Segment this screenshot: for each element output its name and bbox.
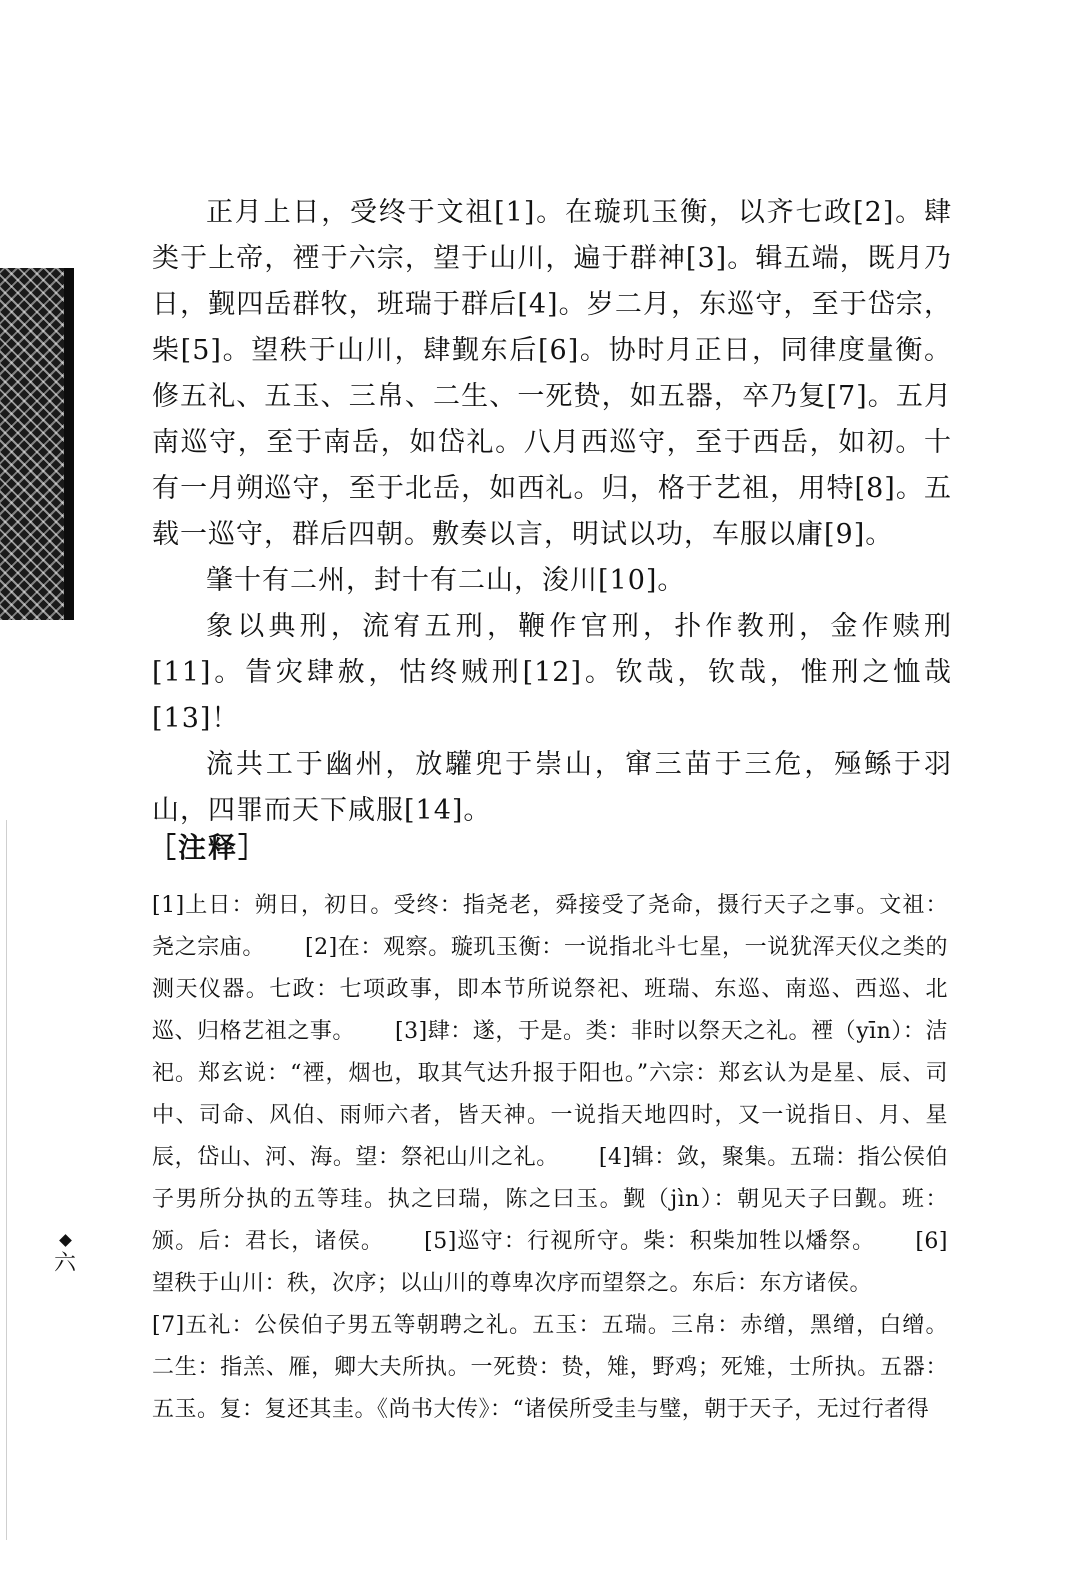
page-number: 六 — [53, 1251, 76, 1276]
note-2: [2]在：观察。璇玑玉衡：一说指北斗七星，一说犹浑天仪之类的测天仪器。七政：七项政事，即本节所说祭祀、班瑞、东巡、南巡、西巡、北巡、归格艺祖之事。 — [152, 935, 948, 1044]
main-paragraph-1: 正月上日，受终于文祖[1]。在璇玑玉衡，以齐七政[2]。肆类于上帝，禋于六宗，望于山川，遍于群神[3]。辑五端，既月乃日，觐四岳群牧，班瑞于群后[4]。岁二月，东巡守，至于岱宗，柴[5]。望秩于山川，肆觐东后[6]。协时月正日，同律度量衡。修五礼、五玉、三帛、二生、一死贽，如五器，卒乃复[7]。五月南巡守，至于南岳，如岱礼。八月西巡守，至于西岳，如初。十有一月朔巡守，至于北岳，如西礼。归，格于艺祖，用特[8]。五载一巡守，群后四朝。敷奏以言，明试以功，车服以庸[9]。 — [152, 197, 952, 550]
note-7: [7]五礼：公侯伯子男五等朝聘之礼。五玉：五瑞。三帛：赤缯，黑缯，白缯。二生：指羔、雁，卿大夫所执。一死贽：贽，雉，野鸡；死雉，士所执。五器：五玉。复：复还其圭。《尚书大传》：“诸侯所受圭与璧，朝于天子，无过行者得 — [152, 1313, 948, 1422]
page-number-block — [52, 1236, 78, 1277]
decorative-side-band — [0, 268, 74, 620]
margin-rule — [6, 820, 7, 1540]
note-1: [1]上日：朔日，初日。受终：指尧老，舜接受了尧命，摄行天子之事。文祖：尧之宗庙。 — [152, 893, 948, 960]
main-text — [152, 190, 952, 834]
main-paragraph-4: 流共工于幽州，放驩兜于崇山，窜三苗于三危，殛鲧于羽山，四罪而天下咸服[14]。 — [152, 749, 952, 826]
notes-section — [152, 885, 948, 1431]
main-paragraph-3: 象以典刑，流宥五刑，鞭作官刑，扑作教刑，金作赎刑[11]。眚灾肆赦，怙终贼刑[12]。钦哉，钦哉，惟刑之恤哉[13]！ — [152, 611, 952, 734]
note-4: [4]辑：敛，聚集。五瑞：指公侯伯子男所分执的五等珪。执之曰瑞，陈之曰玉。觐（jìn）：朝见天子曰觐。班：颁。后：君长，诸侯。 — [152, 1145, 948, 1254]
note-5: [5]巡守：行视所守。柴：积柴加牲以燔祭。 — [424, 1229, 876, 1254]
main-paragraph-2: 肇十有二州，封十有二山，浚川[10]。 — [206, 565, 686, 596]
note-3: [3]肆：遂，于是。类：非时以祭天之礼。禋（yīn）：洁祀。郑玄说：“禋，烟也，取其气达升报于阳也。”六宗：郑玄认为是星、辰、司中、司命、风伯、雨师六者，皆天神。一说指天地四时，又一说指日、月、星辰，岱山、河、海。望：祭祀山川之礼。 — [152, 1019, 948, 1170]
notes-block-1 — [152, 885, 948, 1305]
notes-block-2 — [152, 1305, 948, 1431]
diamond-icon — [59, 1234, 72, 1247]
note-6: [6]望秩于山川：秩，次序；以山川的尊卑次序而望祭之。东后：东方诸侯。 — [152, 1229, 948, 1296]
notes-heading: ［注释］ — [148, 831, 269, 864]
